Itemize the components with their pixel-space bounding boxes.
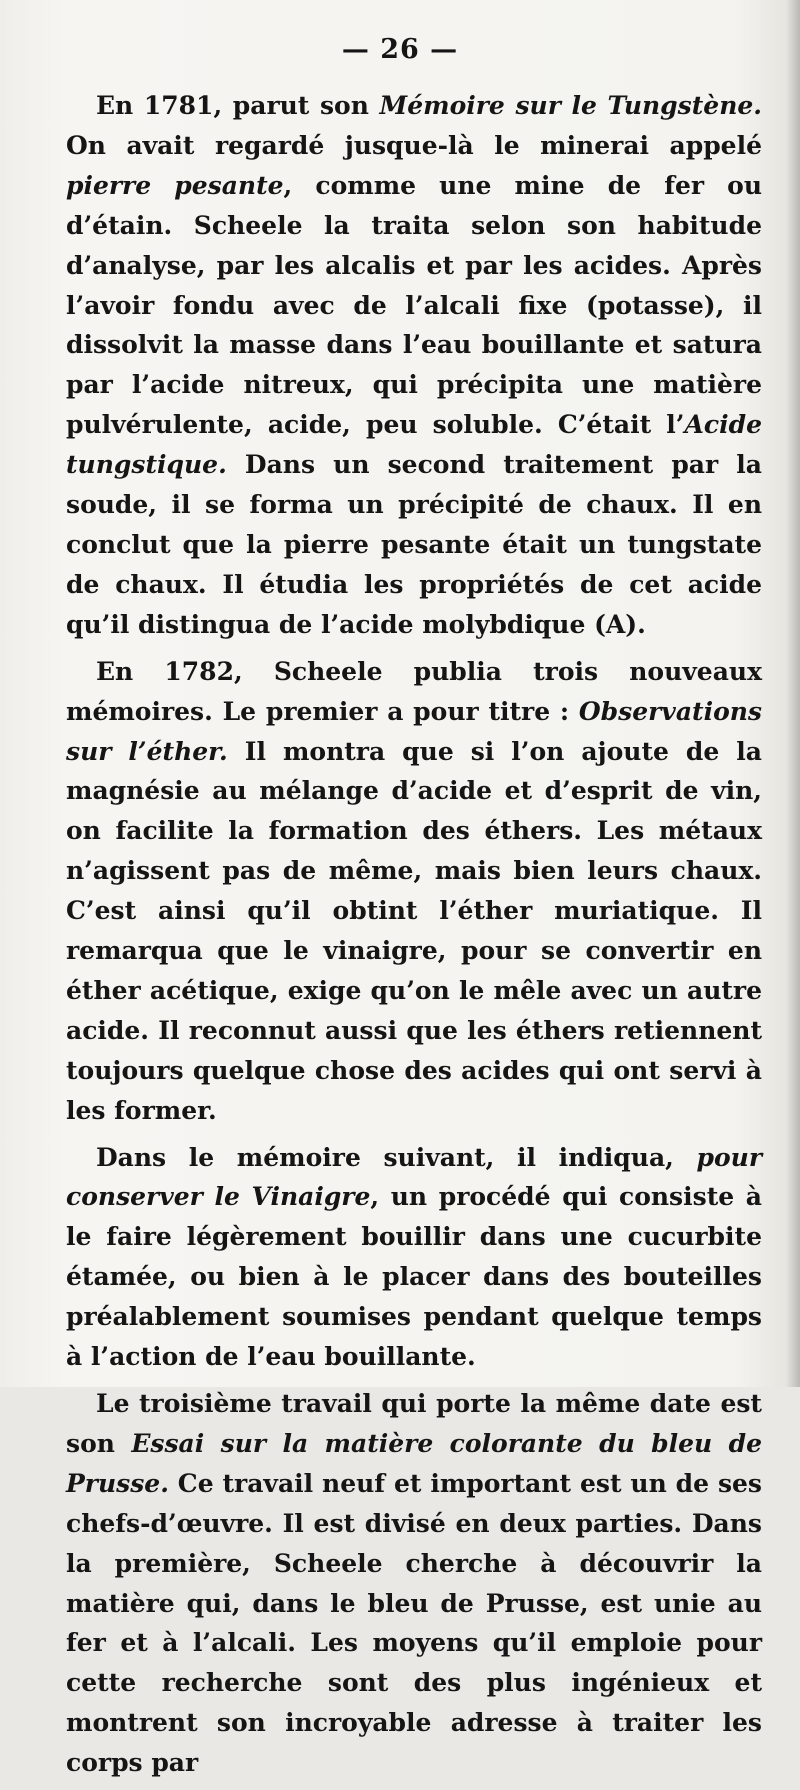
page-number: — 26 — <box>341 34 459 65</box>
text-segment: Dans un second traitement par la soude, il se forma un précipité de chaux. Il en conclut que la pierre pesante était un tungstate de chaux. Il étudia les propriétés de cet acide qu’il distingua de l’acide molybdique (A). <box>66 450 762 639</box>
paragraph-tungsten <box>66 86 762 645</box>
text-segment: Dans le mémoire suivant, il indiqua, <box>96 1142 697 1172</box>
italic-term: pierre pesante <box>66 170 284 200</box>
text-segment: , un procédé qui consiste à le faire légèrement bouillir dans une cucurbite étamée, ou bien à le placer dans des bouteilles préalablement soumises pendant quelque temps à l’action de l’eau bouillante. <box>66 1182 762 1372</box>
paragraph-ether <box>66 652 762 1131</box>
page-edge-shadow <box>786 0 800 1387</box>
paragraph-vinegar <box>66 1138 762 1377</box>
text-segment: En 1782, Scheele publia trois nouveaux mémoires. Le premier a pour titre : <box>66 656 762 726</box>
paragraph-prussian-blue <box>66 1384 762 1783</box>
italic-title: Observations sur l’éther. <box>66 696 762 766</box>
text-segment: En 1781, parut son <box>96 91 380 120</box>
italic-term: pour conserver le Vinaigre <box>66 1142 762 1212</box>
body-text <box>66 86 762 1790</box>
italic-term: Acide tungstique. <box>66 410 762 480</box>
text-segment: Ce travail neuf et important est un de ses chefs-d’œuvre. Il est divisé en deux parties. Dans la première, Scheele cherche à découvrir la matière qui, dans le bleu de Prusse, est unie au fer et à l’alcali. Les moyens qu’il emploie pour cette recherche sont des plus ingénieux et montrent son incroyable adresse à traiter les corps par <box>66 1468 762 1778</box>
text-segment: Il montra que si l’on ajoute de la magnésie au mélange d’acide et d’esprit de vin, on facilite la formation des éthers. Les métaux n’agissent pas de même, mais bien leurs chaux. C’est ainsi qu’il obtint l’éther muriatique. Il remarqua que le vinaigre, pour se convertir en éther acétique, exige qu’on le mêle avec un autre acide. Il reconnut aussi que les éthers retiennent toujours quelque chose des acides qui ont servi à les former. <box>66 736 762 1125</box>
italic-title: Essai sur la matière colorante du bleu de Prusse. <box>66 1428 762 1498</box>
text-segment: , comme une mine de fer ou d’étain. Scheele la traita selon son habitude d’analyse, par les alcalis et par les acides. Après l’avoir fondu avec de l’alcali fixe (potasse), il dissolvit la masse dans l’eau bouillante et satura par l’acide nitreux, qui précipita une matière pulvérulente, acide, peu soluble. C’était l’ <box>66 170 763 440</box>
text-segment: On avait regardé jusque-là le minerai appelé <box>66 130 762 160</box>
text-segment: Le troisième travail qui porte la même date est son <box>66 1389 762 1458</box>
italic-title: Mémoire sur le Tungstène. <box>379 91 762 120</box>
